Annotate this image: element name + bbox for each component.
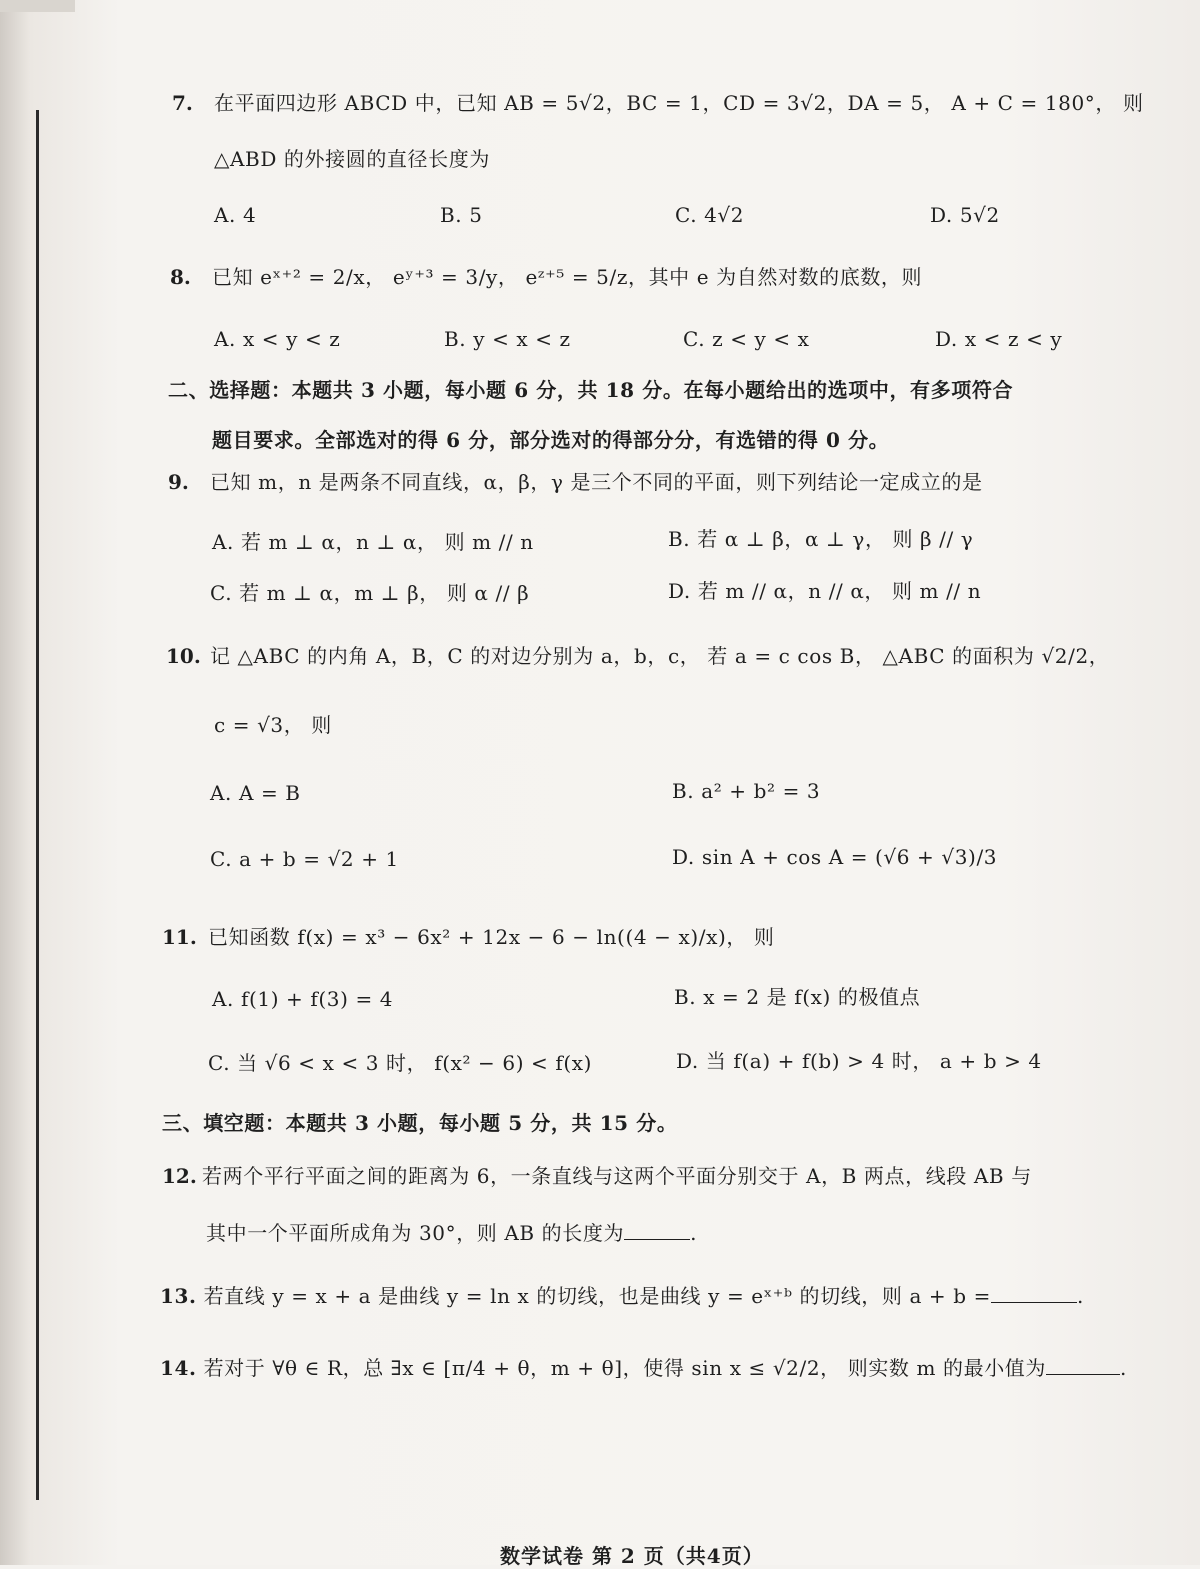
option-d: D. sin A + cos A = (√6 + √3)/3 (672, 845, 998, 869)
question-text: 已知 m，n 是两条不同直线，α，β，γ 是三个不同的平面，则下列结论一定成立的是 (210, 470, 983, 494)
option-c: C. a + b = √2 + 1 (210, 847, 399, 871)
option-b: B. y < x < z (444, 327, 571, 351)
question-text: 已知函数 f(x) = x³ − 6x² + 12x − 6 − ln((4 − x)/x)， 则 (208, 925, 775, 949)
question-text: 记 △ABC 的内角 A，B，C 的对边分别为 a，b，c， 若 a = c cos B， △ABC 的面积为 √2/2， (210, 644, 1110, 668)
question-number: 8. (170, 265, 191, 289)
question-number: 10. (166, 644, 201, 668)
option-b: B. x = 2 是 f(x) 的极值点 (674, 985, 921, 1009)
question-text-continued (206, 1217, 697, 1248)
page-footer: 数学试卷 第 2 页（共4页） (500, 1544, 764, 1568)
section-heading-text: 三、填空题：本题共 3 小题，每小题 5 分，共 15 分。 (162, 1111, 678, 1135)
question-text: 若两个平行平面之间的距离为 6，一条直线与这两个平面分别交于 A，B 两点，线段 AB 与 (202, 1164, 1032, 1188)
option-a: A. x < y < z (214, 327, 341, 351)
sentence-end: . (690, 1221, 698, 1245)
option-c: C. 4√2 (675, 203, 745, 227)
question-number: 14. (160, 1356, 197, 1380)
question-text: 若直线 y = x + a 是曲线 y = ln x 的切线，也是曲线 y = eˣ⁺ᵇ 的切线，则 a + b = (203, 1284, 991, 1308)
question-line (160, 1352, 1127, 1383)
option-d: D. x < z < y (935, 327, 1063, 351)
binding-margin-line (36, 110, 39, 1500)
option-c: C. z < y < x (683, 327, 810, 351)
option-d: D. 5√2 (930, 203, 1000, 227)
answer-blank[interactable] (991, 1280, 1077, 1303)
sentence-end: . (1076, 1284, 1084, 1308)
question-text: 在平面四边形 ABCD 中，已知 AB = 5√2，BC = 1，CD = 3√2，DA = 5， A + C = 180°， 则 (214, 91, 1144, 115)
answer-blank[interactable] (1046, 1352, 1120, 1375)
option-b: B. a² + b² = 3 (672, 779, 821, 803)
option-c: C. 若 m ⊥ α，m ⊥ β， 则 α // β (210, 581, 530, 605)
question-number: 9. (168, 470, 189, 494)
option-d: D. 当 f(a) + f(b) > 4 时， a + b > 4 (676, 1049, 1042, 1073)
question-text-body: 其中一个平面所成角为 30°，则 AB 的长度为 (206, 1221, 625, 1245)
question-text: 已知 eˣ⁺² = 2/x， eʸ⁺³ = 3/y， eᶻ⁺⁵ = 5/z，其中 e 为自然对数的底数，则 (212, 265, 923, 289)
option-c: C. 当 √6 < x < 3 时， f(x² − 6) < f(x) (208, 1051, 593, 1075)
question-text: 若对于 ∀θ ∈ R，总 ∃x ∈ [π/4 + θ，m + θ]，使得 sin x ≤ √2/2， 则实数 m 的最小值为 (203, 1356, 1047, 1380)
option-d: D. 若 m // α，n // α， 则 m // n (668, 579, 982, 603)
option-a: A. A = B (210, 781, 301, 805)
question-number: 11. (162, 925, 197, 949)
answer-blank[interactable] (624, 1217, 690, 1240)
section-heading-text: 二、选择题：本题共 3 小题，每小题 6 分，共 18 分。在每小题给出的选项中，有多项符合 (168, 378, 1014, 402)
question-line (160, 1280, 1084, 1311)
question-number: 13. (160, 1284, 197, 1308)
section-heading-text-continued: 题目要求。全部选对的得 6 分，部分选对的得部分分，有选错的得 0 分。 (212, 428, 890, 452)
question-text-continued: c = √3， 则 (214, 713, 332, 737)
option-a: A. f(1) + f(3) = 4 (212, 987, 394, 1011)
option-a: A. 若 m ⊥ α，n ⊥ α， 则 m // n (212, 530, 534, 554)
option-b: B. 若 α ⊥ β，α ⊥ γ， 则 β // γ (668, 527, 974, 551)
option-b: B. 5 (440, 203, 483, 227)
scan-corner-mark (0, 0, 75, 12)
question-number: 7. (172, 91, 193, 115)
question-text-continued: △ABD 的外接圆的直径长度为 (214, 147, 490, 171)
option-a: A. 4 (214, 203, 257, 227)
sentence-end: . (1120, 1356, 1127, 1380)
question-number: 12. (162, 1164, 197, 1188)
